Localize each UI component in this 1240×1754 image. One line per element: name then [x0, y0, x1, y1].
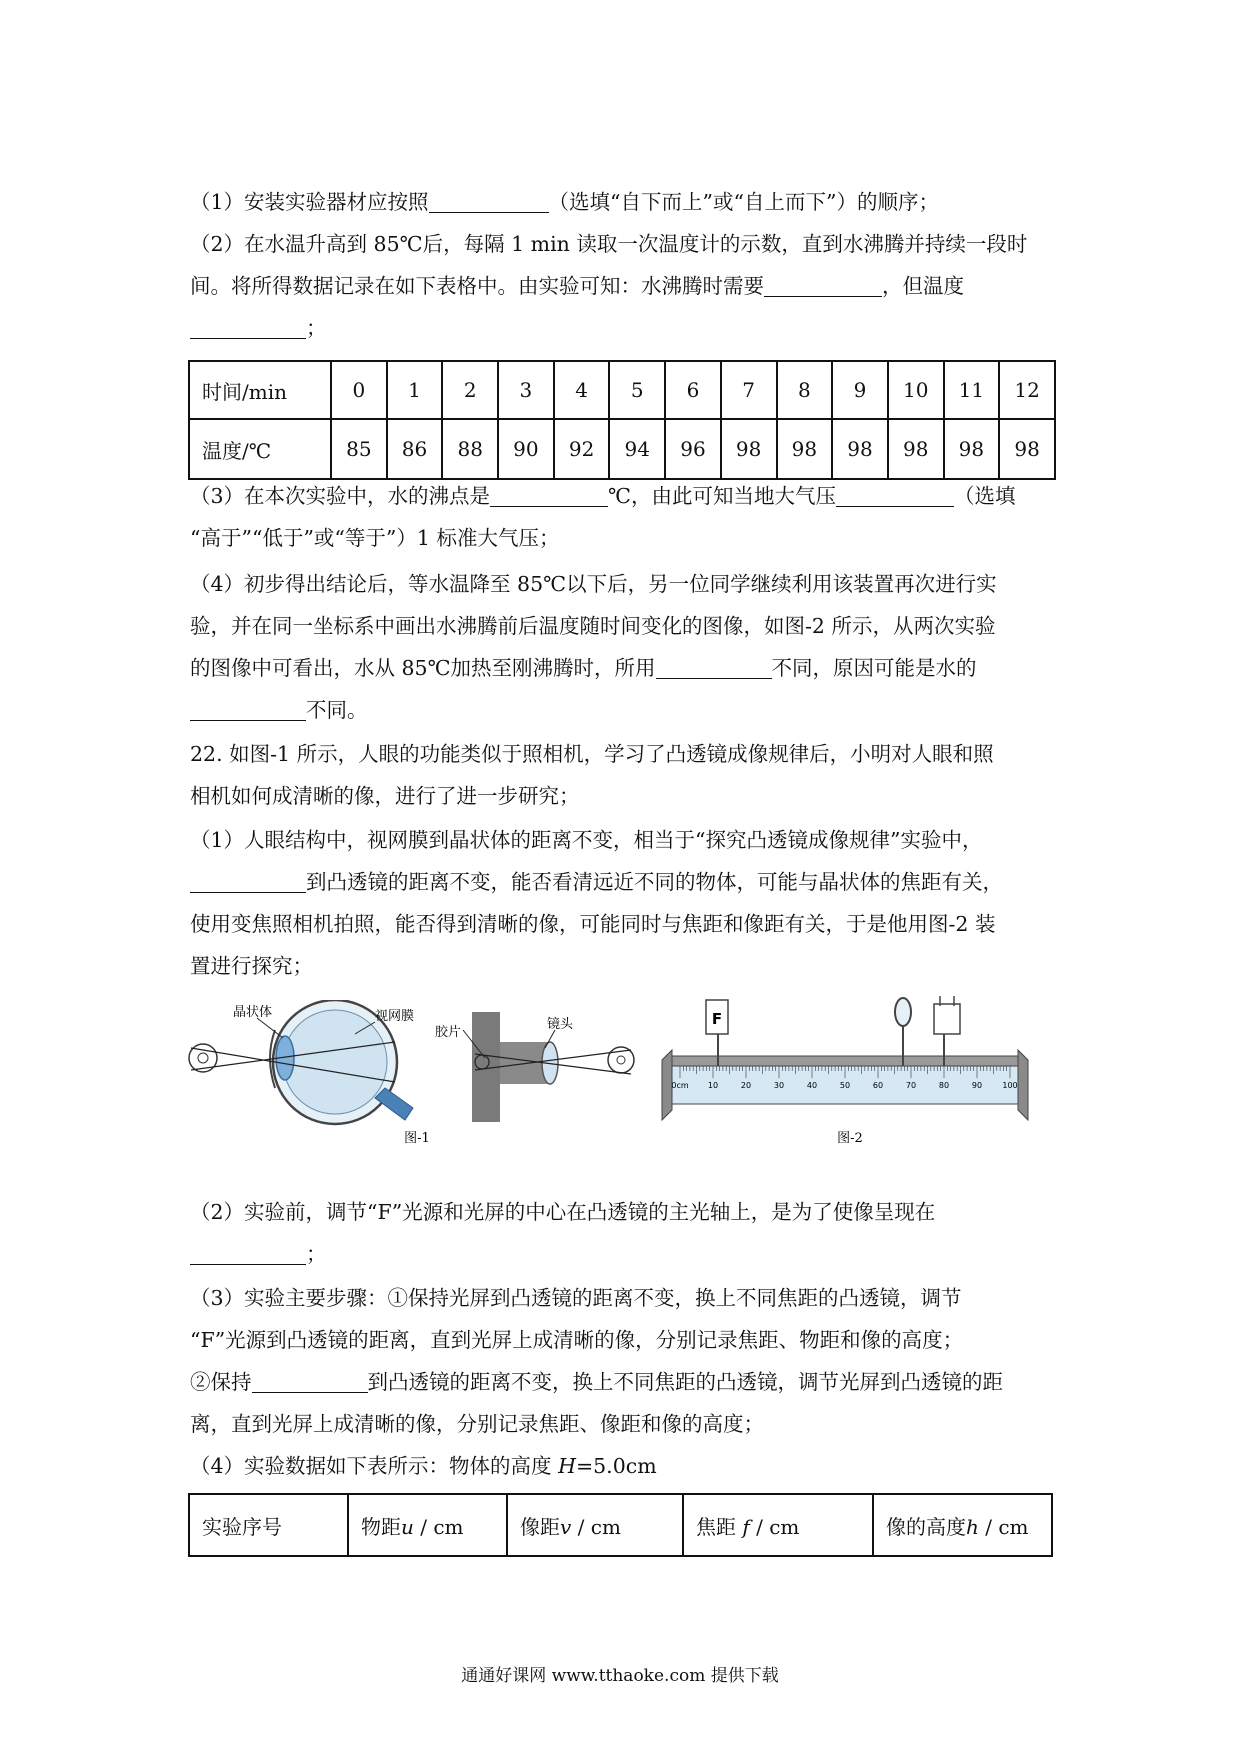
answer-blank[interactable]: [190, 316, 306, 339]
q21-part4-line2: 验，并在同一坐标系中画出水沸腾前后温度随时间变化的图像，如图-2 所示，从两次实验: [190, 614, 996, 638]
time-cell: 12: [999, 361, 1055, 419]
ruler-tick-label: 50: [839, 1081, 851, 1090]
answer-blank[interactable]: [190, 1242, 306, 1265]
figure-2: [658, 992, 1058, 1152]
ruler-tick-label: 80: [938, 1081, 950, 1090]
temp-cell: 98: [999, 419, 1055, 479]
page-footer: 通通好课网 www.tthaoke.com 提供下载: [461, 1666, 779, 1686]
time-cell: 10: [888, 361, 944, 419]
q21-part1: （1）安装实验器材应按照 （选填“自下而上”或“自上而下”）的顺序；: [190, 190, 939, 214]
bench-right-leg: [1018, 1050, 1028, 1120]
header-trial-number: 实验序号: [189, 1494, 348, 1556]
temp-header: 温度/℃: [189, 419, 331, 479]
time-header: 时间/min: [189, 361, 331, 419]
time-cell: 9: [832, 361, 888, 419]
time-cell: 5: [609, 361, 665, 419]
f-letter: F: [711, 1010, 723, 1028]
temperature-table: [188, 360, 1056, 480]
q21-part2-line1: （2）在水温升高到 85℃后，每隔 1 min 读取一次温度计的示数，直到水沸腾并持续一段时: [190, 232, 1028, 256]
q21-part4-line4: 不同。: [190, 696, 368, 724]
time-cell: 0: [331, 361, 387, 419]
temp-cell: 98: [944, 419, 1000, 479]
temp-cell: 88: [442, 419, 498, 479]
answer-blank[interactable]: [252, 1370, 368, 1393]
q22-intro-line1: 22. 如图-1 所示，人眼的功能类似于照相机，学习了凸透镜成像规律后，小明对人眼和照: [190, 742, 994, 766]
q22-part3-line1: （3）实验主要步骤：①保持光屏到凸透镜的距离不变，换上不同焦距的凸透镜，调节: [190, 1286, 962, 1310]
camera-diagram: [435, 1012, 634, 1122]
q22-part4-line1: （4）实验数据如下表所示：物体的高度 H=5.0cm: [190, 1454, 657, 1478]
answer-blank[interactable]: [836, 484, 954, 507]
header-object-distance: 物距u / cm: [348, 1494, 507, 1556]
ruler-tick-label: 20: [740, 1081, 752, 1090]
q21-part2-line2: 间。将所得数据记录在如下表格中。由实验可知：水沸腾时需要 ，但温度: [190, 274, 964, 298]
figure-1-caption: 图-1: [404, 1131, 430, 1146]
eye-diagram: [189, 1000, 414, 1124]
q22-part1-line3: 使用变焦照相机拍照，能否得到清晰的像，可能同时与焦距和像距有关，于是他用图-2 装: [190, 912, 996, 936]
answer-blank[interactable]: [656, 656, 772, 679]
q22-part1-line4: 置进行探究；: [190, 954, 313, 978]
q21-part2-line3: ；: [190, 314, 327, 342]
figure-2-caption: 图-2: [837, 1131, 863, 1146]
q21-part4-line1: （4）初步得出结论后，等水温降至 85℃以下后，另一位同学继续利用该装置再次进行实: [190, 572, 997, 596]
ruler-tick-label: 30: [773, 1081, 785, 1090]
label-camera-lens: 镜头: [547, 1017, 574, 1032]
header-image-distance: 像距v / cm: [507, 1494, 683, 1556]
ruler-tick-label: 40: [806, 1081, 818, 1090]
q22-part3-line3: ②保持 到凸透镜的距离不变，换上不同焦距的凸透镜，调节光屏到凸透镜的距: [190, 1370, 1003, 1394]
temp-cell: 98: [832, 419, 888, 479]
q21-part3-line2: “高于”“低于”或“等于”）1 标准大气压；: [190, 526, 560, 550]
temp-cell: 85: [331, 419, 387, 479]
answer-blank[interactable]: [490, 484, 608, 507]
q22-part3-line4: 离，直到光屏上成清晰的像，分别记录焦距、像距和像的高度；: [190, 1412, 764, 1436]
label-film: 胶片: [435, 1025, 462, 1040]
temp-cell: 86: [387, 419, 443, 479]
q21-part4-line3: 的图像中可看出，水从 85℃加热至刚沸腾时，所用 不同，原因可能是水的: [190, 656, 977, 680]
time-cell: 2: [442, 361, 498, 419]
answer-blank[interactable]: [764, 274, 882, 297]
time-cell: 3: [498, 361, 554, 419]
header-image-height: 像的高度h / cm: [873, 1494, 1052, 1556]
time-cell: 6: [665, 361, 721, 419]
temp-cell: 98: [888, 419, 944, 479]
temp-cell: 98: [721, 419, 777, 479]
label-retina: 视网膜: [375, 1009, 415, 1024]
q21-part3-line1: （3）在本次实验中，水的沸点是 ℃，由此可知当地大气压 （选填: [190, 484, 1016, 508]
ruler-tick-label: 60: [872, 1081, 884, 1090]
q22-part1-line2: 到凸透镜的距离不变，能否看清远近不同的物体，可能与晶状体的焦距有关，: [190, 868, 1003, 896]
time-cell: 1: [387, 361, 443, 419]
ruler-tick-label: 10: [707, 1081, 719, 1090]
temp-cell: 96: [665, 419, 721, 479]
header-focal-length: 焦距 f / cm: [683, 1494, 873, 1556]
q22-part3-line2: “F”光源到凸透镜的距离，直到光屏上成清晰的像，分别记录焦距、物距和像的高度；: [190, 1328, 964, 1352]
time-cell: 7: [721, 361, 777, 419]
time-cell: 4: [554, 361, 610, 419]
ruler-tick-label: 70: [905, 1081, 917, 1090]
answer-blank[interactable]: [190, 698, 306, 721]
label-lens: 晶状体: [233, 1005, 273, 1020]
q22-part1-line1: （1）人眼结构中，视网膜到晶状体的距离不变，相当于“探究凸透镜成像规律”实验中，: [190, 828, 983, 852]
temp-cell: 92: [554, 419, 610, 479]
ruler-tick-label: 0cm: [671, 1081, 689, 1090]
q22-part2-line2: ；: [190, 1240, 327, 1268]
ruler-tick-label: 100: [1002, 1081, 1018, 1090]
q22-part2-line1: （2）实验前，调节“F”光源和光屏的中心在凸透镜的主光轴上，是为了使像呈现在: [190, 1200, 936, 1224]
ruler-tick-label: 90: [971, 1081, 983, 1090]
temp-cell: 90: [498, 419, 554, 479]
lens-data-table: [188, 1493, 1053, 1557]
time-cell: 11: [944, 361, 1000, 419]
time-cell: 8: [777, 361, 833, 419]
temp-cell: 98: [777, 419, 833, 479]
answer-blank[interactable]: [429, 190, 549, 213]
bench-rail: [670, 1056, 1020, 1066]
q22-intro-line2: 相机如何成清晰的像，进行了进一步研究；: [190, 784, 580, 808]
figure-1: [185, 1000, 645, 1150]
answer-blank[interactable]: [190, 870, 306, 893]
temp-cell: 94: [609, 419, 665, 479]
